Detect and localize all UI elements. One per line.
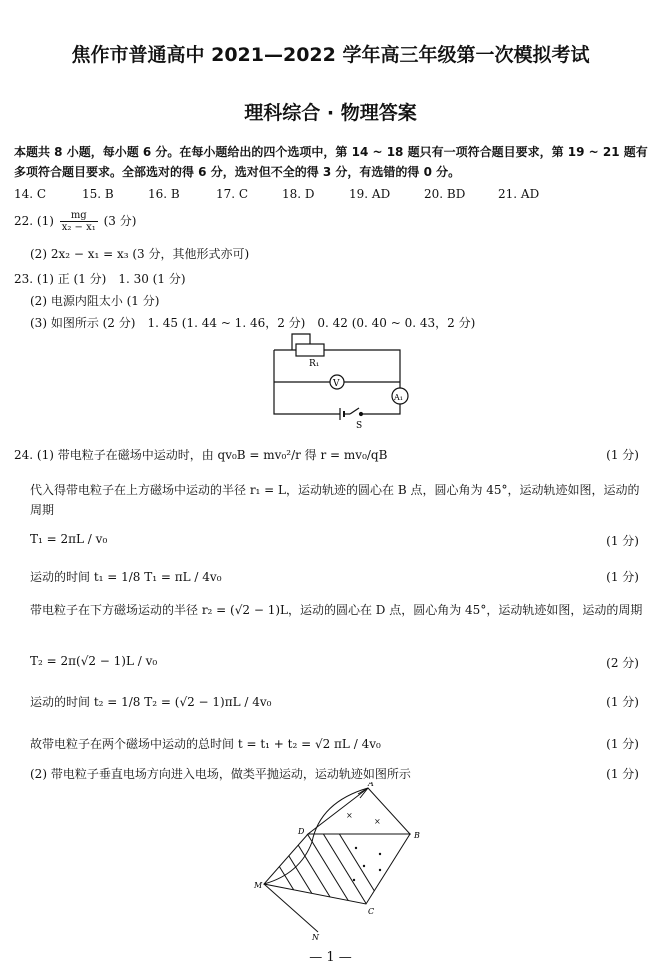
svg-text:×: × bbox=[374, 817, 381, 826]
page-number: — 1 — bbox=[309, 950, 352, 965]
point-b-label: B bbox=[414, 831, 420, 840]
q24-score1: (1 分) bbox=[606, 448, 639, 462]
q24-score6: (2 分) bbox=[606, 656, 639, 670]
mc-answer: 20. BD bbox=[424, 187, 466, 201]
q23-part2: (2) 电源内阻太小 (1 分) bbox=[30, 294, 160, 308]
q24-line5: 带电粒子在下方磁场运动的半径 r₂ = (√2 − 1)L，运动的圆心在 D 点，圆心角为 45°，运动轨迹如图，运动的周期 bbox=[30, 603, 643, 617]
q22-label: 22. (1) bbox=[14, 214, 54, 228]
page-title: 焦作市普通高中 2021—2022 学年高三年级第一次模拟考试 bbox=[71, 44, 590, 66]
q22-fraction bbox=[60, 210, 98, 233]
q23-part3: (3) 如图所示 (2 分) 1. 45 (1. 44 ~ 1. 46，2 分) 0. 42 (0. 40 ~ 0. 43，2 分) bbox=[30, 316, 476, 330]
q22-part2: (2) 2x₂ − x₁ = x₃ (3 分，其他形式亦可) bbox=[30, 247, 250, 261]
q24-score8: (1 分) bbox=[606, 737, 639, 751]
point-n-label: N bbox=[312, 933, 319, 942]
mc-answer: 19. AD bbox=[349, 187, 391, 201]
q24-score7: (1 分) bbox=[606, 695, 639, 709]
q24-score9: (1 分) bbox=[606, 767, 639, 781]
field-figure bbox=[250, 782, 430, 942]
mc-answer: 14. C bbox=[14, 187, 47, 201]
q22-part1 bbox=[14, 210, 136, 233]
q24-line2: 代入得带电粒子在上方磁场中运动的半径 r₁ = L，运动轨迹的圆心在 B 点，圆心角为 45°，运动轨迹如图，运动的周期 bbox=[30, 483, 640, 517]
q24-line8: 故带电粒子在两个磁场中运动的总时间 t = t₁ + t₂ = √2 πL / 4v₀ bbox=[30, 737, 381, 751]
svg-text:×: × bbox=[346, 811, 353, 820]
mc-answer: 21. AD bbox=[498, 187, 540, 201]
q24-line4: 运动的时间 t₁ = 1/8 T₁ = πL / 4v₀ bbox=[30, 570, 222, 584]
page-subtitle: 理科综合 · 物理答案 bbox=[244, 102, 417, 124]
q24-line3: T₁ = 2πL / v₀ bbox=[30, 532, 108, 546]
q24-score4: (1 分) bbox=[606, 570, 639, 584]
q22-score: (3 分) bbox=[103, 214, 137, 228]
mc-answer: 18. D bbox=[282, 187, 315, 201]
q24-line7: 运动的时间 t₂ = 1/8 T₂ = (√2 − 1)πL / 4v₀ bbox=[30, 695, 272, 709]
q24-score3: (1 分) bbox=[606, 534, 639, 548]
point-a-label: A bbox=[368, 782, 374, 788]
q22-fraction-den: x₂ − x₁ bbox=[61, 222, 96, 233]
point-c-label: C bbox=[368, 907, 375, 916]
resistor-label: R₁ bbox=[309, 359, 320, 369]
point-m-label: M bbox=[254, 881, 263, 890]
voltmeter-label: V bbox=[333, 379, 340, 389]
q23-part1: 23. (1) 正 (1 分) 1. 30 (1 分) bbox=[14, 272, 186, 286]
mc-answer: 17. C bbox=[216, 187, 249, 201]
mc-answer: 16. B bbox=[148, 187, 180, 201]
circuit-diagram bbox=[262, 326, 412, 432]
q24-line6: T₂ = 2π(√2 − 1)L / v₀ bbox=[30, 654, 158, 668]
intro-text: 本题共 8 小题，每小题 6 分。在每小题给出的四个选项中，第 14 ~ 18 题只有一项符合题目要求，第 19 ~ 21 题有多项符合题目要求。全部选对的得 6 分，选对但不全的得 3 分，有选错的得 0 分。 bbox=[14, 145, 648, 179]
mc-answer: 15. B bbox=[82, 187, 114, 201]
ammeter-label: A₁ bbox=[394, 393, 403, 402]
q24-line9: (2) 带电粒子垂直电场方向进入电场，做类平抛运动，运动轨迹如图所示 bbox=[30, 767, 411, 781]
q24-line1: 24. (1) 带电粒子在磁场中运动时，由 qv₀B = mv₀²/r 得 r = mv₀/qB bbox=[14, 448, 388, 462]
q22-fraction-num: mg bbox=[60, 210, 98, 222]
switch-label: S bbox=[356, 421, 363, 431]
point-d-label: D bbox=[298, 827, 305, 836]
